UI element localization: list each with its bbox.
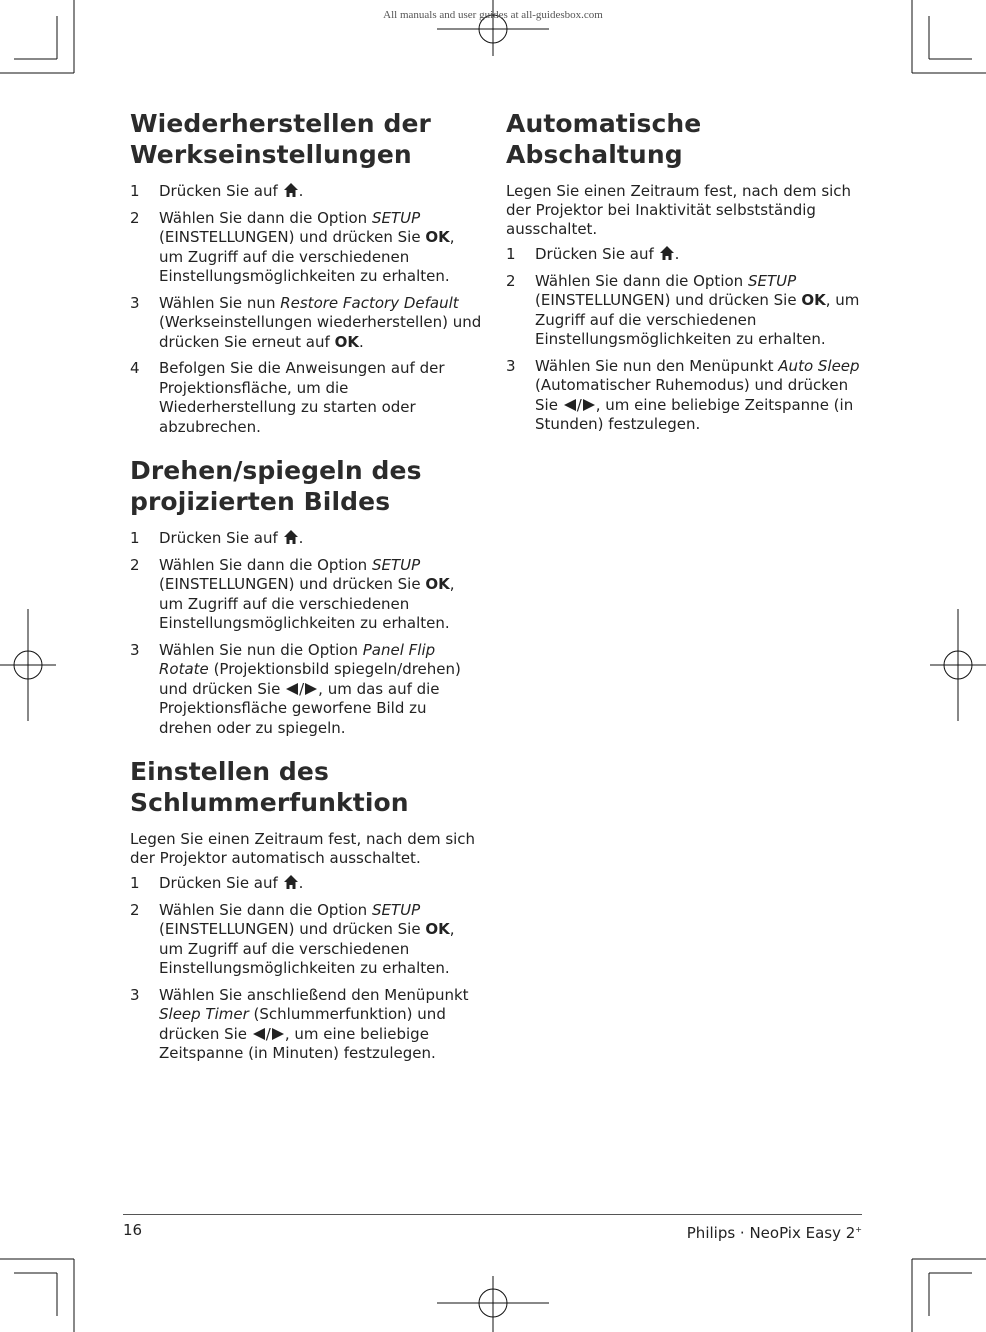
section-title: Drehen/spiegeln des projizierten Bildes — [130, 456, 422, 516]
list-item: 1 Drücken Sie auf . — [130, 529, 304, 547]
list-item: 3 Wählen Sie nun Restore Factory Default (Werkseinstellungen wiederherstellen) und drücken Sie erneut auf OK. — [130, 293, 482, 351]
section-title: Automatische Abschaltung — [506, 109, 702, 169]
step-list — [506, 245, 861, 435]
step-list — [130, 529, 482, 738]
list-item: 3 Wählen Sie anschließend den Menüpunkt Sleep Timer (Schlummerfunktion) und drücken Sie / , um eine beliebige Zeitspanne (in Minuten) festzulegen. — [130, 985, 469, 1062]
section-intro: Legen Sie einen Zeitraum fest, nach dem sich der Projektor automatisch ausschaltet. — [130, 830, 476, 867]
home-icon — [283, 529, 299, 545]
arrow-right-icon — [582, 398, 596, 412]
list-item: 4 Befolgen Sie die Anweisungen auf der Projektionsfläche, um die Wiederherstellung zu starten oder abzubrechen. — [130, 359, 445, 436]
list-item: 2 Wählen Sie dann die Option SETUP (EINSTELLUNGEN) und drücken Sie OK, um Zugriff auf die verschiedenen Einstellungsmöglichkeiten zu erhalten. — [130, 900, 455, 977]
footer-divider — [123, 1214, 862, 1215]
section-factory-reset — [130, 108, 482, 437]
list-item: 2 Wählen Sie dann die Option SETUP (EINSTELLUNGEN) und drücken Sie OK, um Zugriff auf die verschiedenen Einstellungsmöglichkeiten zu erhalten. — [130, 208, 455, 285]
list-item: 2 Wählen Sie dann die Option SETUP (EINSTELLUNGEN) und drücken Sie OK, um Zugriff auf die verschiedenen Einstellungsmöglichkeiten zu erhalten. — [506, 271, 860, 348]
step-list — [130, 182, 482, 437]
arrow-left-icon — [285, 682, 299, 696]
watermark: All manuals and user guides at all-guidesbox.com — [383, 9, 603, 21]
list-item: 1 Drücken Sie auf . — [130, 182, 304, 200]
home-icon — [659, 245, 675, 261]
home-icon — [283, 182, 299, 198]
arrow-right-icon — [271, 1027, 285, 1041]
section-flip-rotate — [130, 455, 482, 738]
arrow-right-icon — [304, 682, 318, 696]
section-sleep-timer — [130, 756, 482, 1064]
page-number: 16 — [123, 1221, 143, 1239]
section-auto-sleep — [506, 108, 861, 435]
list-item: 3 Wählen Sie nun den Menüpunkt Auto Sleep (Automatischer Ruhemodus) und drücken Sie / , um eine beliebige Zeitspanne (in Stunden) festzulegen. — [506, 356, 860, 433]
home-icon — [283, 874, 299, 890]
section-title: Wiederherstellen der Werkseinstellungen — [130, 109, 431, 169]
footer-brand: Philips · NeoPix Easy 2+ — [686, 1224, 862, 1242]
section-intro: Legen Sie einen Zeitraum fest, nach dem sich der Projektor bei Inaktivität selbstständig ausschaltet. — [506, 182, 852, 238]
list-item: 3 Wählen Sie nun die Option Panel Flip Rotate (Projektionsbild spiegeln/drehen) und drücken Sie / , um das auf die Projektionsfläche geworfene Bild zu drehen oder zu spiegeln. — [130, 640, 461, 737]
left-column — [130, 108, 482, 1082]
list-item: 1 Drücken Sie auf . — [506, 245, 680, 263]
arrow-left-icon — [252, 1027, 266, 1041]
list-item: 2 Wählen Sie dann die Option SETUP (EINSTELLUNGEN) und drücken Sie OK, um Zugriff auf die verschiedenen Einstellungsmöglichkeiten zu erhalten. — [130, 555, 455, 632]
step-list — [130, 874, 482, 1064]
list-item: 1 Drücken Sie auf . — [130, 874, 304, 892]
section-title: Einstellen des Schlummerfunktion — [130, 757, 409, 817]
arrow-left-icon — [563, 398, 577, 412]
right-column — [506, 108, 861, 453]
